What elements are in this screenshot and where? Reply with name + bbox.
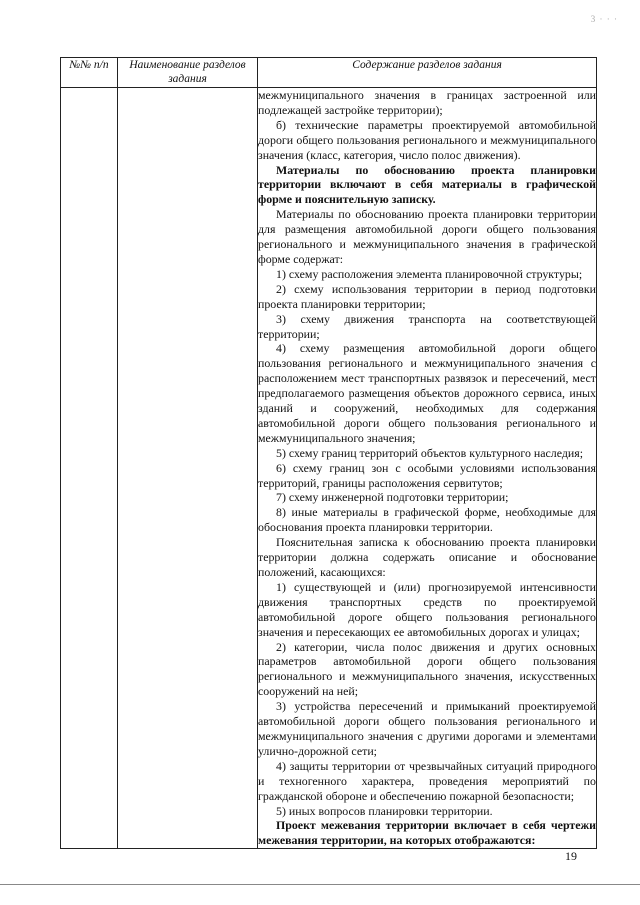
content-paragraph: Пояснительная записка к обоснованию проекта планировки территории должна содержать описание и обоснование положений, касающихся: — [258, 535, 596, 579]
header-section-name: Наименование разделов задания — [118, 58, 258, 88]
content-paragraph: Материалы по обоснованию проекта планировки территории включают в себя материалы в графической форме и пояснительную записку. — [258, 162, 596, 207]
page-number: 19 — [565, 849, 577, 863]
content-paragraph: 5) иных вопросов планировки территории. — [276, 803, 493, 818]
table-header-row — [61, 58, 597, 88]
bottom-divider — [0, 884, 640, 885]
content-paragraph: б) технические параметры проектируемой автомобильной дороги общего пользования регионального и межмуниципального значения (класс, категория, число полос движения). — [258, 117, 596, 162]
cell-section-name — [118, 88, 258, 849]
table-row — [61, 88, 597, 849]
header-section-content: Содержание разделов задания — [258, 58, 597, 88]
content-paragraph: 2) схему использования территории в период подготовки проекта планировки территории; — [258, 281, 596, 311]
content-paragraph: 6) схему границ зон с особыми условиями использования территорий, границы расположения сервитутов; — [258, 460, 596, 490]
content-paragraph: 5) схему границ территорий объектов культурного наследия; — [276, 445, 584, 460]
content-paragraph: 4) защиты территории от чрезвычайных ситуаций природного и техногенного характера, проведения мероприятий по гражданской обороне и обеспечению пожарной безопасности; — [258, 758, 596, 803]
content-paragraph: 1) схему расположения элемента планировочной структуры; — [276, 266, 583, 281]
requirements-table — [60, 57, 597, 849]
cell-number — [61, 88, 118, 849]
header-number: №№ п/п — [61, 58, 118, 88]
content-paragraph: 7) схему инженерной подготовки территории; — [276, 490, 509, 505]
content-paragraph: 3) схему движения транспорта на соответствующей территории; — [258, 311, 596, 341]
content-paragraph: 3) устройства пересечений и примыканий проектируемой автомобильной дороги общего пользования регионального и межмуниципального значения с другими дорогами и элементами улично-дорожной сети; — [258, 699, 596, 758]
content-paragraph: Материалы по обоснованию проекта планировки территории для размещения автомобильной дороги общего пользования регионального и межмуниципального значения в графической форме содержат: — [258, 207, 596, 266]
content-paragraph: межмуниципального значения в границах застроенной или подлежащей застройке территории); — [258, 88, 596, 117]
cell-section-content — [258, 88, 597, 849]
corner-scan-mark: 3 · · · — [590, 14, 618, 24]
content-paragraph: 1) существующей и (или) прогнозируемой интенсивности движения транспортных средств по проектируемой автомобильной дороге общего пользования регионального значения и пересекающих ее автомобильных дорогах и улицах; — [258, 579, 596, 639]
content-paragraph: 2) категории, числа полос движения и других основных параметров автомобильной дороги общего пользования регионального и межмуниципального значения, искусственных сооружений на ней; — [258, 639, 596, 699]
content-paragraph: 8) иные материалы в графической форме, необходимые для обоснования проекта планировки территории. — [258, 505, 596, 535]
content-paragraph: Проект межевания территории включает в себя чертежи межевания территории, на которых отображаются: — [258, 818, 596, 848]
content-paragraph: 4) схему размещения автомобильной дороги общего пользования регионального и межмуниципального значения с расположением мест транспортных развязок и пересечений, мест предполагаемого размещения объектов дорожного сервиса, иных зданий и сооружений, необходимых для содержания автомобильной дороги общего пользования регионального и межмуниципального значения; — [258, 341, 596, 445]
